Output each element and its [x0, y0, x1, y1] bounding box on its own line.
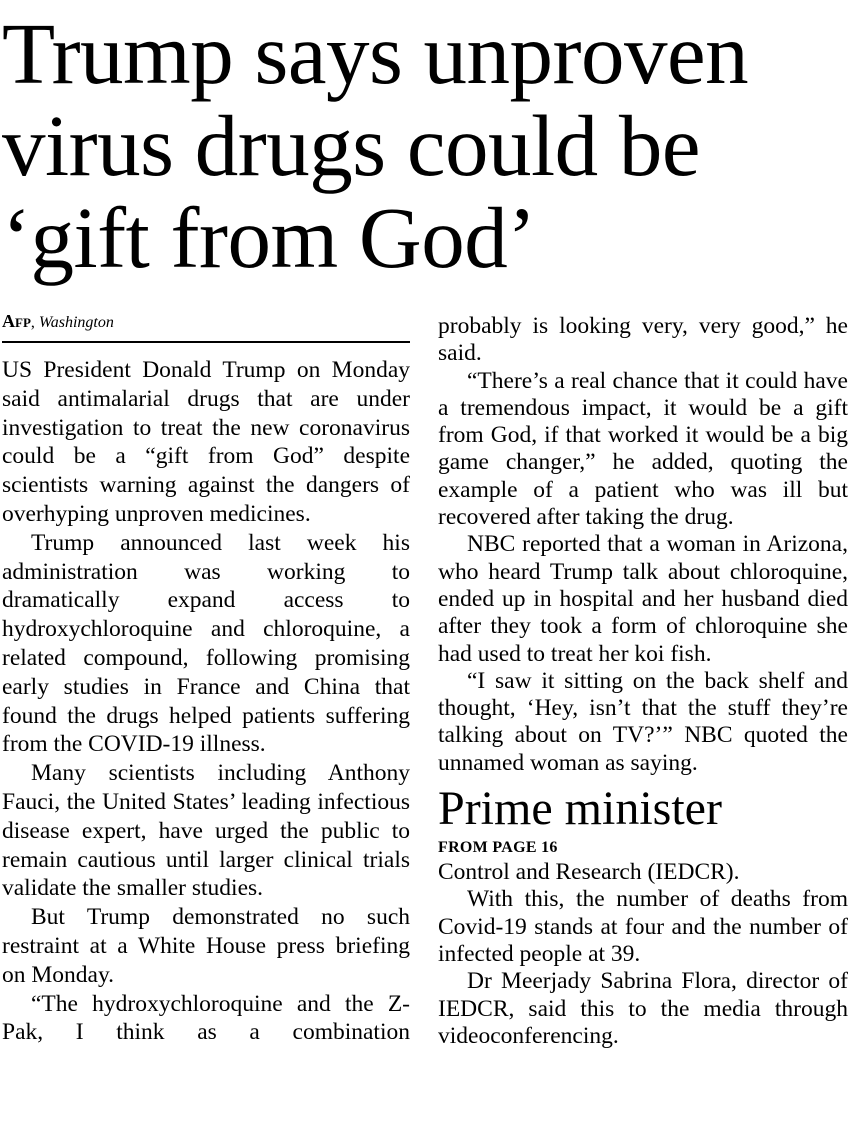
article-column-left: [2, 356, 410, 1047]
article-paragraph: But Trump demonstrated no such restraint at a White House press briefing on Monday.: [2, 904, 410, 988]
continuation-paragraph: With this, the number of deaths from Covid-19 stands at four and the number of infected people at 39.: [438, 886, 848, 967]
byline-separator: ,: [30, 314, 39, 331]
headline-line: Trump says unproven: [2, 5, 749, 102]
article-paragraph: Trump announced last week his administration was working to dramatically expand access to hydroxychloroquine and chloroquine, a related compound, following promising early studies in France and China that found the drugs helped patients suffering from the COVID-19 illness.: [2, 529, 410, 758]
article-column-right: [438, 313, 848, 1050]
byline-location: Washington: [38, 314, 114, 331]
article-paragraph: NBC reported that a woman in Arizona, who heard Trump talk about chloroquine, ended up in hospital and her husband died after they took a form of chloroquine she had used to treat her koi fish.: [438, 531, 848, 667]
article-paragraph: probably is looking very, very good,” he said.: [438, 313, 848, 367]
continuation-paragraph: Dr Meerjady Sabrina Flora, director of IEDCR, said this to the media through videoconferencing.: [438, 968, 848, 1049]
continuation-from-page: FROM PAGE 16: [438, 839, 558, 857]
article-paragraph: Many scientists including Anthony Fauci, the United States’ leading infectious disease expert, have urged the public to remain cautious until larger clinical trials validate the smaller studies.: [2, 760, 410, 902]
article-paragraph: “There’s a real chance that it could have a tremendous impact, it would be a gift from God, if that worked it would be a big game changer,” he added, quoting the example of a patient who was ill but recovered after taking the drug.: [438, 367, 848, 531]
headline-line: virus drugs could be: [2, 97, 700, 194]
article-paragraph: US President Donald Trump on Monday said antimalarial drugs that are under investigation to treat the new coronavirus could be a “gift from God” despite scientists warning against the dangers of overhyping unproven medicines.: [2, 357, 410, 527]
article-paragraph: “I saw it sitting on the back shelf and thought, ‘Hey, isn’t that the stuff they’re talking about on TV?’” NBC quoted the unnamed woman as saying.: [438, 667, 848, 776]
byline: [2, 310, 410, 343]
headline-line: ‘gift from God’: [2, 189, 536, 286]
byline-agency: Afp: [2, 311, 31, 331]
article-headline: [2, 5, 848, 286]
article-paragraph: “The hydroxychloroquine and the Z-Pak, I think as a combination: [2, 990, 410, 1046]
continuation-headline: Prime minister: [438, 782, 722, 836]
continuation-paragraph: Control and Research (IEDCR).: [438, 859, 740, 886]
